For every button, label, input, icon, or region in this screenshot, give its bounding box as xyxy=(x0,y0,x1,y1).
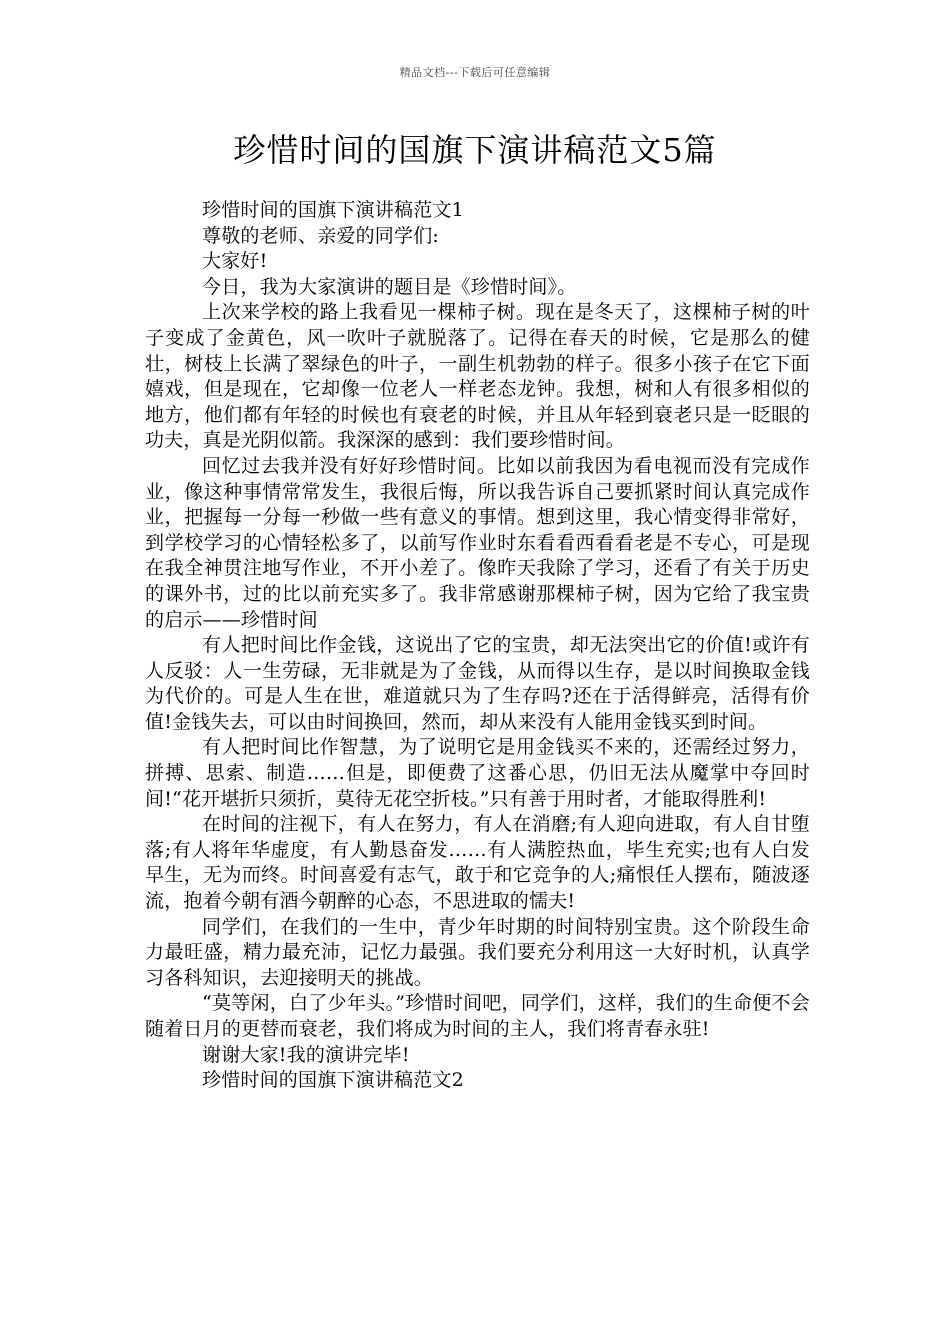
header-note: 精品文档---下载后可任意编辑 xyxy=(399,66,551,79)
body-paragraph: 上次来学校的路上我看见一棵柿子树。现在是冬天了，这棵柿子树的叶子变成了金黄色，风一吹叶子就脱落了。记得在春天的时候，它是那么的健壮，树枝上长满了翠绿色的叶子，一副生机勃勃的样子。很多小孩子在它下面嬉戏，但是现在，它却像一位老人一样老态龙钟。我想，树和人有很多相似的地方，他们都有年轻的时候也有衰老的时候，并且从年轻到衰老只是一眨眼的功夫，真是光阴似箭。我深深的感到：我们要珍惜时间。 xyxy=(145,301,810,452)
document-title: 珍惜时间的国旗下演讲稿范文5篇 xyxy=(233,131,717,169)
section-heading-2: 珍惜时间的国旗下演讲稿范文2 xyxy=(202,1069,464,1092)
body-paragraph: 同学们，在我们的一生中，青少年时期的时间特别宝贵。这个阶段生命力最旺盛，精力最充沛，记忆力最强。我们要充分利用这一大好时机，认真学习各科知识，去迎接明天的挑战。 xyxy=(145,915,810,989)
salutation: 尊敬的老师、亲爱的同学们: xyxy=(202,224,440,247)
body-paragraph: 有人把时间比作金钱，这说出了它的宝贵，却无法突出它的价值!或许有人反驳：人一生劳碌，无非就是为了金钱，从而得以生存，是以时间换取金钱为代价的。可是人生在世，难道就只为了生存吗?还在于活得鲜亮，活得有价值!金钱失去，可以由时间换回，然而，却从来没有人能用金钱买到时间。 xyxy=(145,634,810,733)
closing-line: 谢谢大家!我的演讲完毕! xyxy=(202,1043,410,1066)
body-paragraph: “莫等闲，白了少年头。”珍惜时间吧，同学们，这样，我们的生命便不会随着日月的更替而衰老，我们将成为时间的主人，我们将青春永驻! xyxy=(145,992,810,1040)
section-heading-1: 珍惜时间的国旗下演讲稿范文1 xyxy=(202,199,464,221)
document-body xyxy=(145,198,810,1094)
body-paragraph: 有人把时间比作智慧，为了说明它是用金钱买不来的，还需经过努力，拼搏、思索、制造……但是，即便费了这番心思，仍旧无法从魔掌中夺回时间!“花开堪折只须折，莫待无花空折枝。”只有善于用时者，才能取得胜利! xyxy=(145,736,810,810)
body-paragraph: 今日，我为大家演讲的题目是《珍惜时间》。 xyxy=(202,275,577,298)
body-paragraph: 在时间的注视下，有人在努力，有人在消磨;有人迎向进取，有人自甘堕落;有人将年华虚度，有人勤恳奋发……有人满腔热血，毕生充实;也有人白发早生，无为而终。时间喜爱有志气，敢于和它竞争的人;痛恨任人摆布，随波逐流，抱着今朝有酒今朝醉的心态，不思进取的懦夫! xyxy=(145,813,810,913)
body-paragraph: 回忆过去我并没有好好珍惜时间。比如以前我因为看电视而没有完成作业，像这种事情常常发生，我很后悔，所以我告诉自己要抓紧时间认真完成作业，把握每一分每一秒做一些有意义的事情。想到这里，我心情变得非常好，到学校学习的心情轻松多了，以前写作业时东看看西看看老是不专心，可是现在我全神贯注地写作业，不开小差了。像昨天我除了学习，还看了有关于历史的课外书，过的比以前充实多了。我非常感谢那棵柿子树，因为它给了我宝贵的启示——珍惜时间 xyxy=(145,454,810,631)
greeting: 大家好! xyxy=(202,250,268,273)
